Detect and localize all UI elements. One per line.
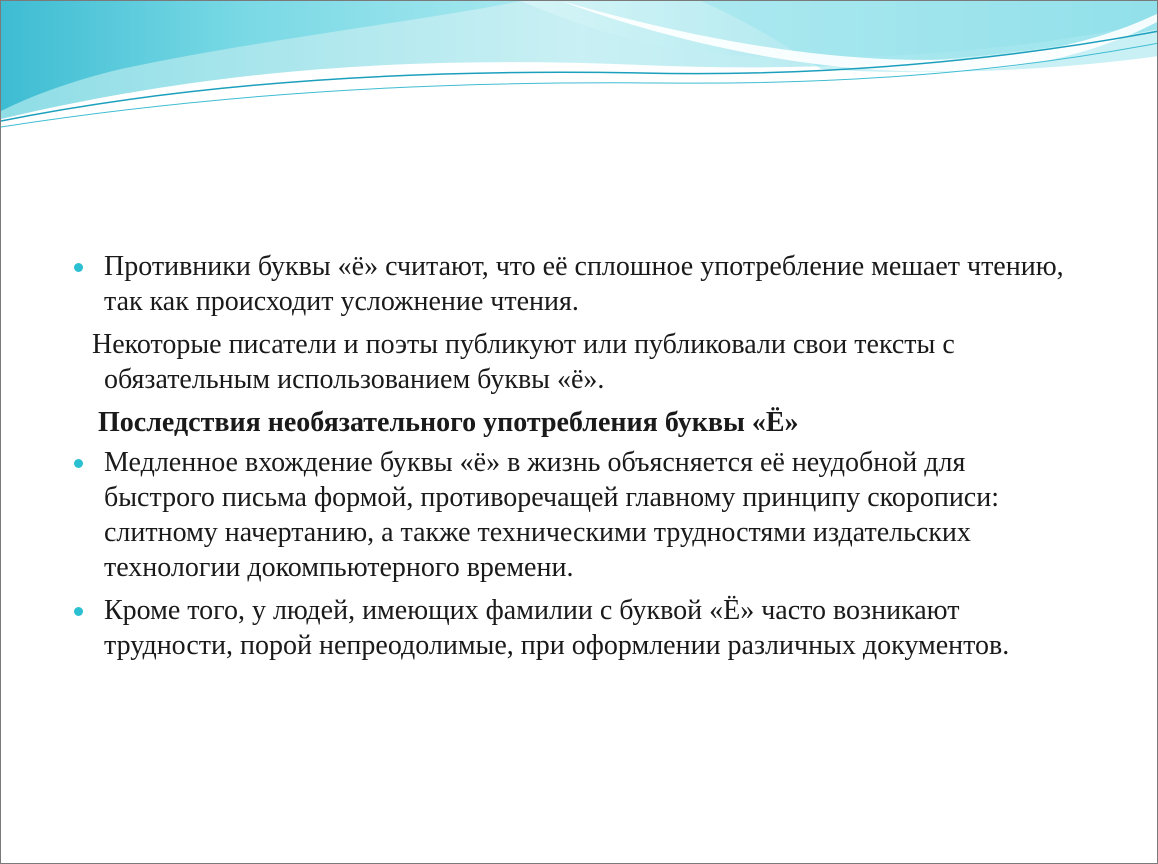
paragraph-text: Некоторые писатели и поэты публикуют или публиковали свои тексты с обязательным использованием буквы «ё». xyxy=(92,329,955,395)
paragraph-text: Кроме того, у людей, имеющих фамилии с буквой «Ё» часто возникают трудности, порой непреодолимые, при оформлении различных документов. xyxy=(104,595,1010,661)
bullet-icon xyxy=(74,263,83,272)
bullet-paragraph-3 xyxy=(71,593,1081,663)
paragraph-text: Медленное вхождение буквы «ё» в жизнь объясняется её неудобной для быстрого письма формой, противоречащей главному принципу скорописи: слитному начертанию, а также техническими трудностями издательских технологии докомпьютерного времени. xyxy=(104,447,1000,583)
bullet-paragraph-1 xyxy=(71,249,1081,319)
heading-text: Последствия необязательного употребления буквы «Ё» xyxy=(98,407,799,438)
bullet-icon xyxy=(74,607,83,616)
wave-decoration xyxy=(1,1,1158,141)
bullet-paragraph-2 xyxy=(71,445,1081,585)
section-heading xyxy=(71,405,1081,440)
bullet-icon xyxy=(74,459,83,468)
slide-body xyxy=(71,249,1081,663)
plain-paragraph xyxy=(71,327,1081,397)
paragraph-text: Противники буквы «ё» считают, что её сплошное употребление мешает чтению, так как происходит усложнение чтения. xyxy=(104,251,1064,317)
